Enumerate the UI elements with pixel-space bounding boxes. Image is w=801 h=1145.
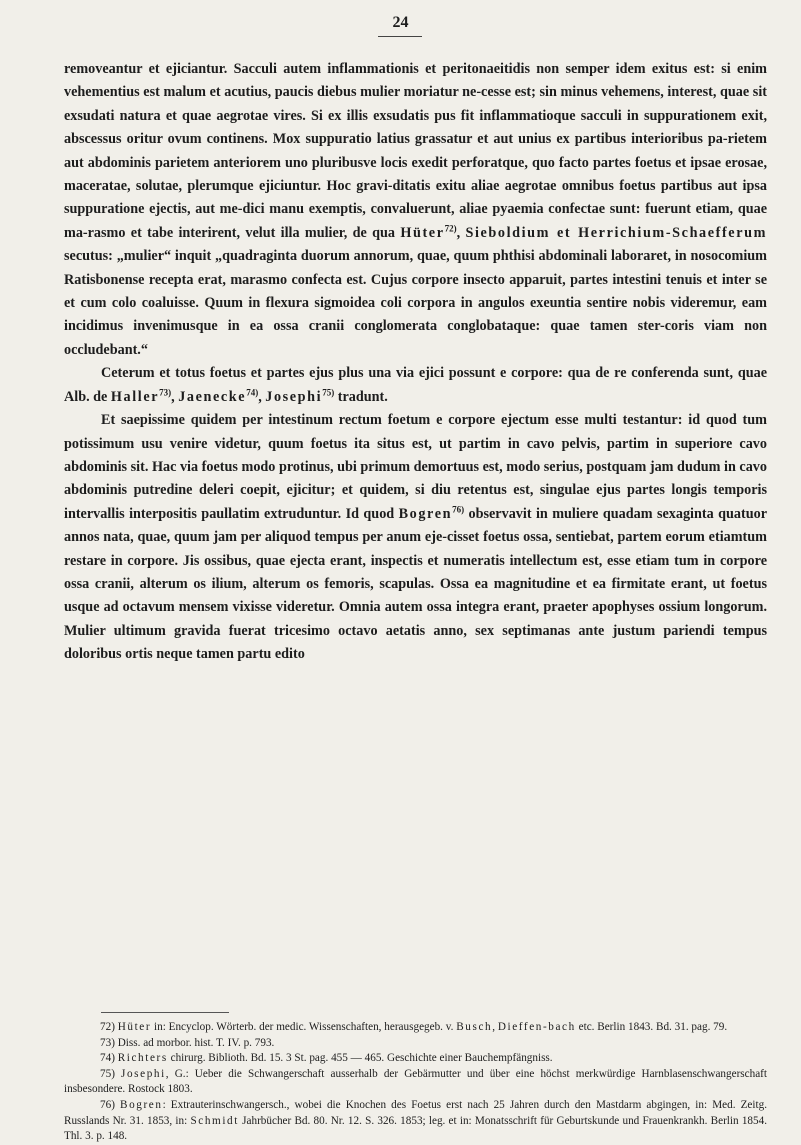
text-run: , [456, 224, 466, 241]
footnote [64, 1067, 767, 1098]
text-run: , [492, 1021, 498, 1033]
author-name: Hüter [117, 1021, 152, 1033]
author-name: Hüter [400, 224, 445, 241]
text-run: , [258, 388, 266, 405]
footnote-ref: 72) [444, 223, 457, 234]
author-name: Sieboldium et Herrichium-Schaefferum [465, 224, 767, 241]
text-run: Et saepissime quidem per intestinum rectum foetum e corpore ejectum esse multi testantur: id quod tum potissimum usu venire videtur, quum foetus ita situs est, ut partim in cavo pelvis, partim in superiore cavo abdominis sit. Hac via foetus modo protinus, ubi primum demortuus est, modo serius, postquam jam dudum in cavo abdominis putredine deleri coepit, ejicitur; et quidem, si diu retentus est, singulae ejus partes longis temporis intervallis interpositis paullatim extruduntur. Id quod [64, 412, 767, 522]
footnote-ref: 74) [246, 386, 259, 397]
footnote-label: 76) [100, 1098, 115, 1111]
text-run: , G.: Ueber die Schwangerschaft ausserhalb der Gebärmutter und über eine höchst merkwürdige Harnblasenschwangerschaft insbesondere. Rostock 1803. [64, 1067, 768, 1096]
main-text [64, 58, 767, 667]
paragraph [64, 409, 767, 666]
footnote [64, 1051, 767, 1067]
footnote-label: 72) [100, 1021, 115, 1033]
text-run: chirurg. Biblioth. Bd. 15. 3 St. pag. 455 — 465. Geschichte einer Bauchempfängniss. [167, 1052, 553, 1065]
text-run: Diss. ad morbor. hist. T. IV. p. 793. [117, 1036, 275, 1049]
author-name: Dieffen-bach [497, 1021, 576, 1033]
footnote-ref: 73) [159, 386, 172, 397]
footnote [64, 1020, 767, 1036]
footnote-label: 75) [100, 1067, 115, 1080]
text-run: observavit in muliere quadam sexaginta quatuor annos nata, quae, quum jam per aliquod tempus per anum eje-cisset foetus ossa, sentiebat, partem eorum etiamtum restare in corpore. Jis ossibus, quae ejecta erant, inspectis et numeratis intellectum est, esse etiam tum in corpore ossa cranii, alterum os ilium, alterum os femoris, scapulas. Ossa ea magnitudine et ea firmitate erant, ut foetus usque ad octavum mensem vixisse videretur. Omnia autem ossa integra erant, praeter apophyses ossium longorum. Mulier ultimum gravida fuerat tricesimo octavo aetatis anno, sex septimanas ante justum pariendi tempus doloribus ortis neque tamen partu edito [64, 505, 767, 663]
author-name: Josephi [121, 1067, 166, 1080]
text-run: secutus: „mulier“ inquit „quadraginta duorum annorum, quae, quum phthisi abdominali laboraret, in nosocomium Ratisbonense recepta erat, marasmo confecta est. Cujus corpore insecto apparuit, partes intestini tenuis et inter se et cum colo coaluisse. Quum in flexura sigmoidea coli corpora in angulos exeuntia sentire nobis videremur, eam incidimus invenimusque in ea ossa cranii conglomerata conglobataque: quae tamen ster-coris viam non occludebant.“ [64, 248, 767, 358]
footnote-divider [101, 1012, 229, 1013]
page-number-rule [378, 36, 422, 37]
author-name: Bogren [120, 1098, 163, 1111]
author-name: Richters [117, 1052, 168, 1065]
page-number: 24 [392, 14, 409, 31]
author-name: Josephi [265, 388, 323, 405]
text-run: etc. Berlin 1843. Bd. 31. pag. 79. [575, 1021, 728, 1033]
text-run: : Extrauterinschwangersch., wobei die Knochen des Foetus erst nach 25 Jahren durch den Mastdarm abgingen, in: Med. Zeitg. Russlands Nr. 31. 1853, in: [64, 1098, 767, 1127]
footnotes [64, 1020, 767, 1145]
text-run: , [171, 388, 179, 405]
author-name: Haller [110, 388, 160, 405]
footnote-ref: 76) [452, 503, 465, 514]
text-run: removeantur et ejiciantur. Sacculi autem inflammationis et peritonaeitidis non semper idem exitus est: si enim vehementius est malum et acutius, paucis diebus mulier moriatur ne-cesse est; sin minus vehemens, interest, quae sit exsudati natura et quae aegrotae vires. Si ex illis exsudatis pus fit inflammatioque sacculi in suppurationem exit, abscessus oritur ovum continens. Mox suppuratio latius grassatur et aut unius ex partibus interioribus pa-rietem aut abdominis parietem anteriorem uno pluribusve locis exedit perforatque, quo facto partes foetus et ipsae erosae, maceratae, solutae, plerumque ejiciuntur. Hoc gravi-ditatis exitu aliae aegrotae omnibus foetus partibus aut ipsa suppuratione ejectis, aut me-dici manu exemptis, convaluerunt, aliae pyaemia confectae sunt: fuerunt etiam, quae ma-rasmo et tabe interirent, velut illa mulier, de qua [64, 61, 767, 241]
text-run: Jahrbücher Bd. 80. Nr. 12. S. 326. 1853; leg. et in: Monatsschrift für Geburtskunde und Frauenkrankh. Berlin 1854. Thl. 3. p. 148. [64, 1114, 767, 1143]
text-run: Ceterum et totus foetus et partes ejus plus una via ejici possunt e corpore: qua de re conferenda sunt, quae Alb. de [64, 365, 767, 405]
text-run: in: Encyclop. Wörterb. der medic. Wissenschaften, herausgegeb. v. [151, 1021, 457, 1033]
text-run: tradunt. [334, 388, 388, 405]
footnote [64, 1098, 767, 1145]
author-name: Schmidt [190, 1114, 239, 1127]
author-name: Jaenecke [178, 388, 247, 405]
author-name: Bogren [398, 505, 453, 522]
footnote-ref: 75) [322, 386, 335, 397]
paragraph [64, 362, 767, 409]
footnote-label: 73) [100, 1036, 115, 1049]
author-name: Busch [456, 1021, 493, 1033]
footnote-label: 74) [100, 1052, 115, 1065]
paragraph [64, 58, 767, 362]
footnote [64, 1036, 767, 1052]
